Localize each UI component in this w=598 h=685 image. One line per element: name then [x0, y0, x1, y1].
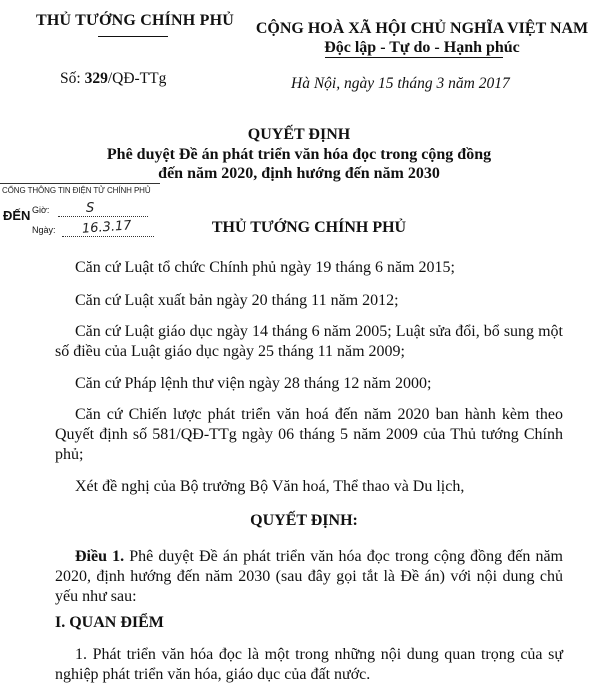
article-1	[55, 547, 563, 607]
doc-number-suffix: /QĐ-TTg	[107, 70, 167, 87]
proposal-paragraph: Xét đề nghị của Bộ trưởng Bộ Văn hoá, Thể thao và Du lịch,	[75, 478, 465, 495]
country-name: CỘNG HOÀ XÃ HỘI CHỦ NGHĨA VIỆT NAM	[255, 20, 589, 37]
basis-paragraph: Căn cứ Luật xuất bản ngày 20 tháng 11 năm 2012;	[75, 292, 399, 309]
basis-paragraph: Căn cứ Luật tổ chức Chính phủ ngày 19 tháng 6 năm 2015;	[75, 259, 455, 276]
authority-heading: THỦ TƯỚNG CHÍNH PHỦ	[211, 219, 407, 236]
doc-number-label: Số:	[60, 70, 81, 87]
national-motto: Độc lập - Tự do - Hạnh phúc	[324, 39, 520, 56]
basis-paragraph: Căn cứ Chiến lược phát triển văn hoá đến năm 2020 ban hành kèm theo Quyết định số 581/QĐ-TTg ngày 06 tháng 5 năm 2009 của Thủ tướng Chính phủ;	[55, 406, 563, 463]
basis-paragraph: Căn cứ Pháp lệnh thư viện ngày 28 tháng 12 năm 2000;	[75, 375, 432, 392]
section-1-heading: I. QUAN ĐIỂM	[55, 614, 164, 631]
document-number	[60, 70, 166, 88]
section-1-paragraph-1: 1. Phát triển văn hóa đọc là một trong những nội dung quan trọng của sự nghiệp phát triển văn hóa, giáo dục của đất nước.	[55, 646, 563, 683]
stamp-gio-label: Giờ:	[32, 205, 50, 215]
document-title: QUYẾT ĐỊNH	[247, 126, 351, 143]
stamp-den-label: ĐẾN	[3, 208, 31, 223]
stamp-gio-value: S	[86, 201, 95, 216]
article-1-text: Phê duyệt Đề án phát triển văn hóa đọc trong cộng đồng đến năm 2020, định hướng đến năm 2030 (sau đây gọi tắt là Đề án) với nội dung chủ yếu như sau:	[55, 548, 564, 605]
subtitle-line-1: Phê duyệt Đề án phát triển văn hóa đọc trong cộng đồng	[106, 146, 492, 163]
subtitle-line-2: đến năm 2020, định hướng đến năm 2030	[158, 165, 440, 182]
doc-number-value: 329	[84, 70, 108, 87]
agency-underline	[98, 36, 168, 37]
stamp-header: CỔNG THÔNG TIN ĐIỆN TỬ CHÍNH PHỦ	[2, 186, 151, 195]
motto-underline	[325, 57, 503, 58]
stamp-ngay-label: Ngày:	[32, 225, 56, 235]
article-1-label: Điều 1.	[75, 548, 125, 565]
stamp-gio-dotline	[58, 216, 148, 217]
basis-paragraph: Căn cứ Luật giáo dục ngày 14 tháng 6 năm 2005; Luật sửa đổi, bổ sung một số điều của Luật giáo dục ngày 25 tháng 11 năm 2009;	[55, 323, 563, 360]
stamp-ngay-value: 16.3.17	[81, 218, 133, 237]
document-subtitle	[0, 145, 598, 183]
place-and-date: Hà Nội, ngày 15 tháng 3 năm 2017	[291, 75, 510, 92]
decision-heading: QUYẾT ĐỊNH:	[250, 512, 358, 529]
issuing-agency: THỦ TƯỚNG CHÍNH PHỦ	[35, 12, 235, 29]
national-header	[252, 20, 592, 57]
